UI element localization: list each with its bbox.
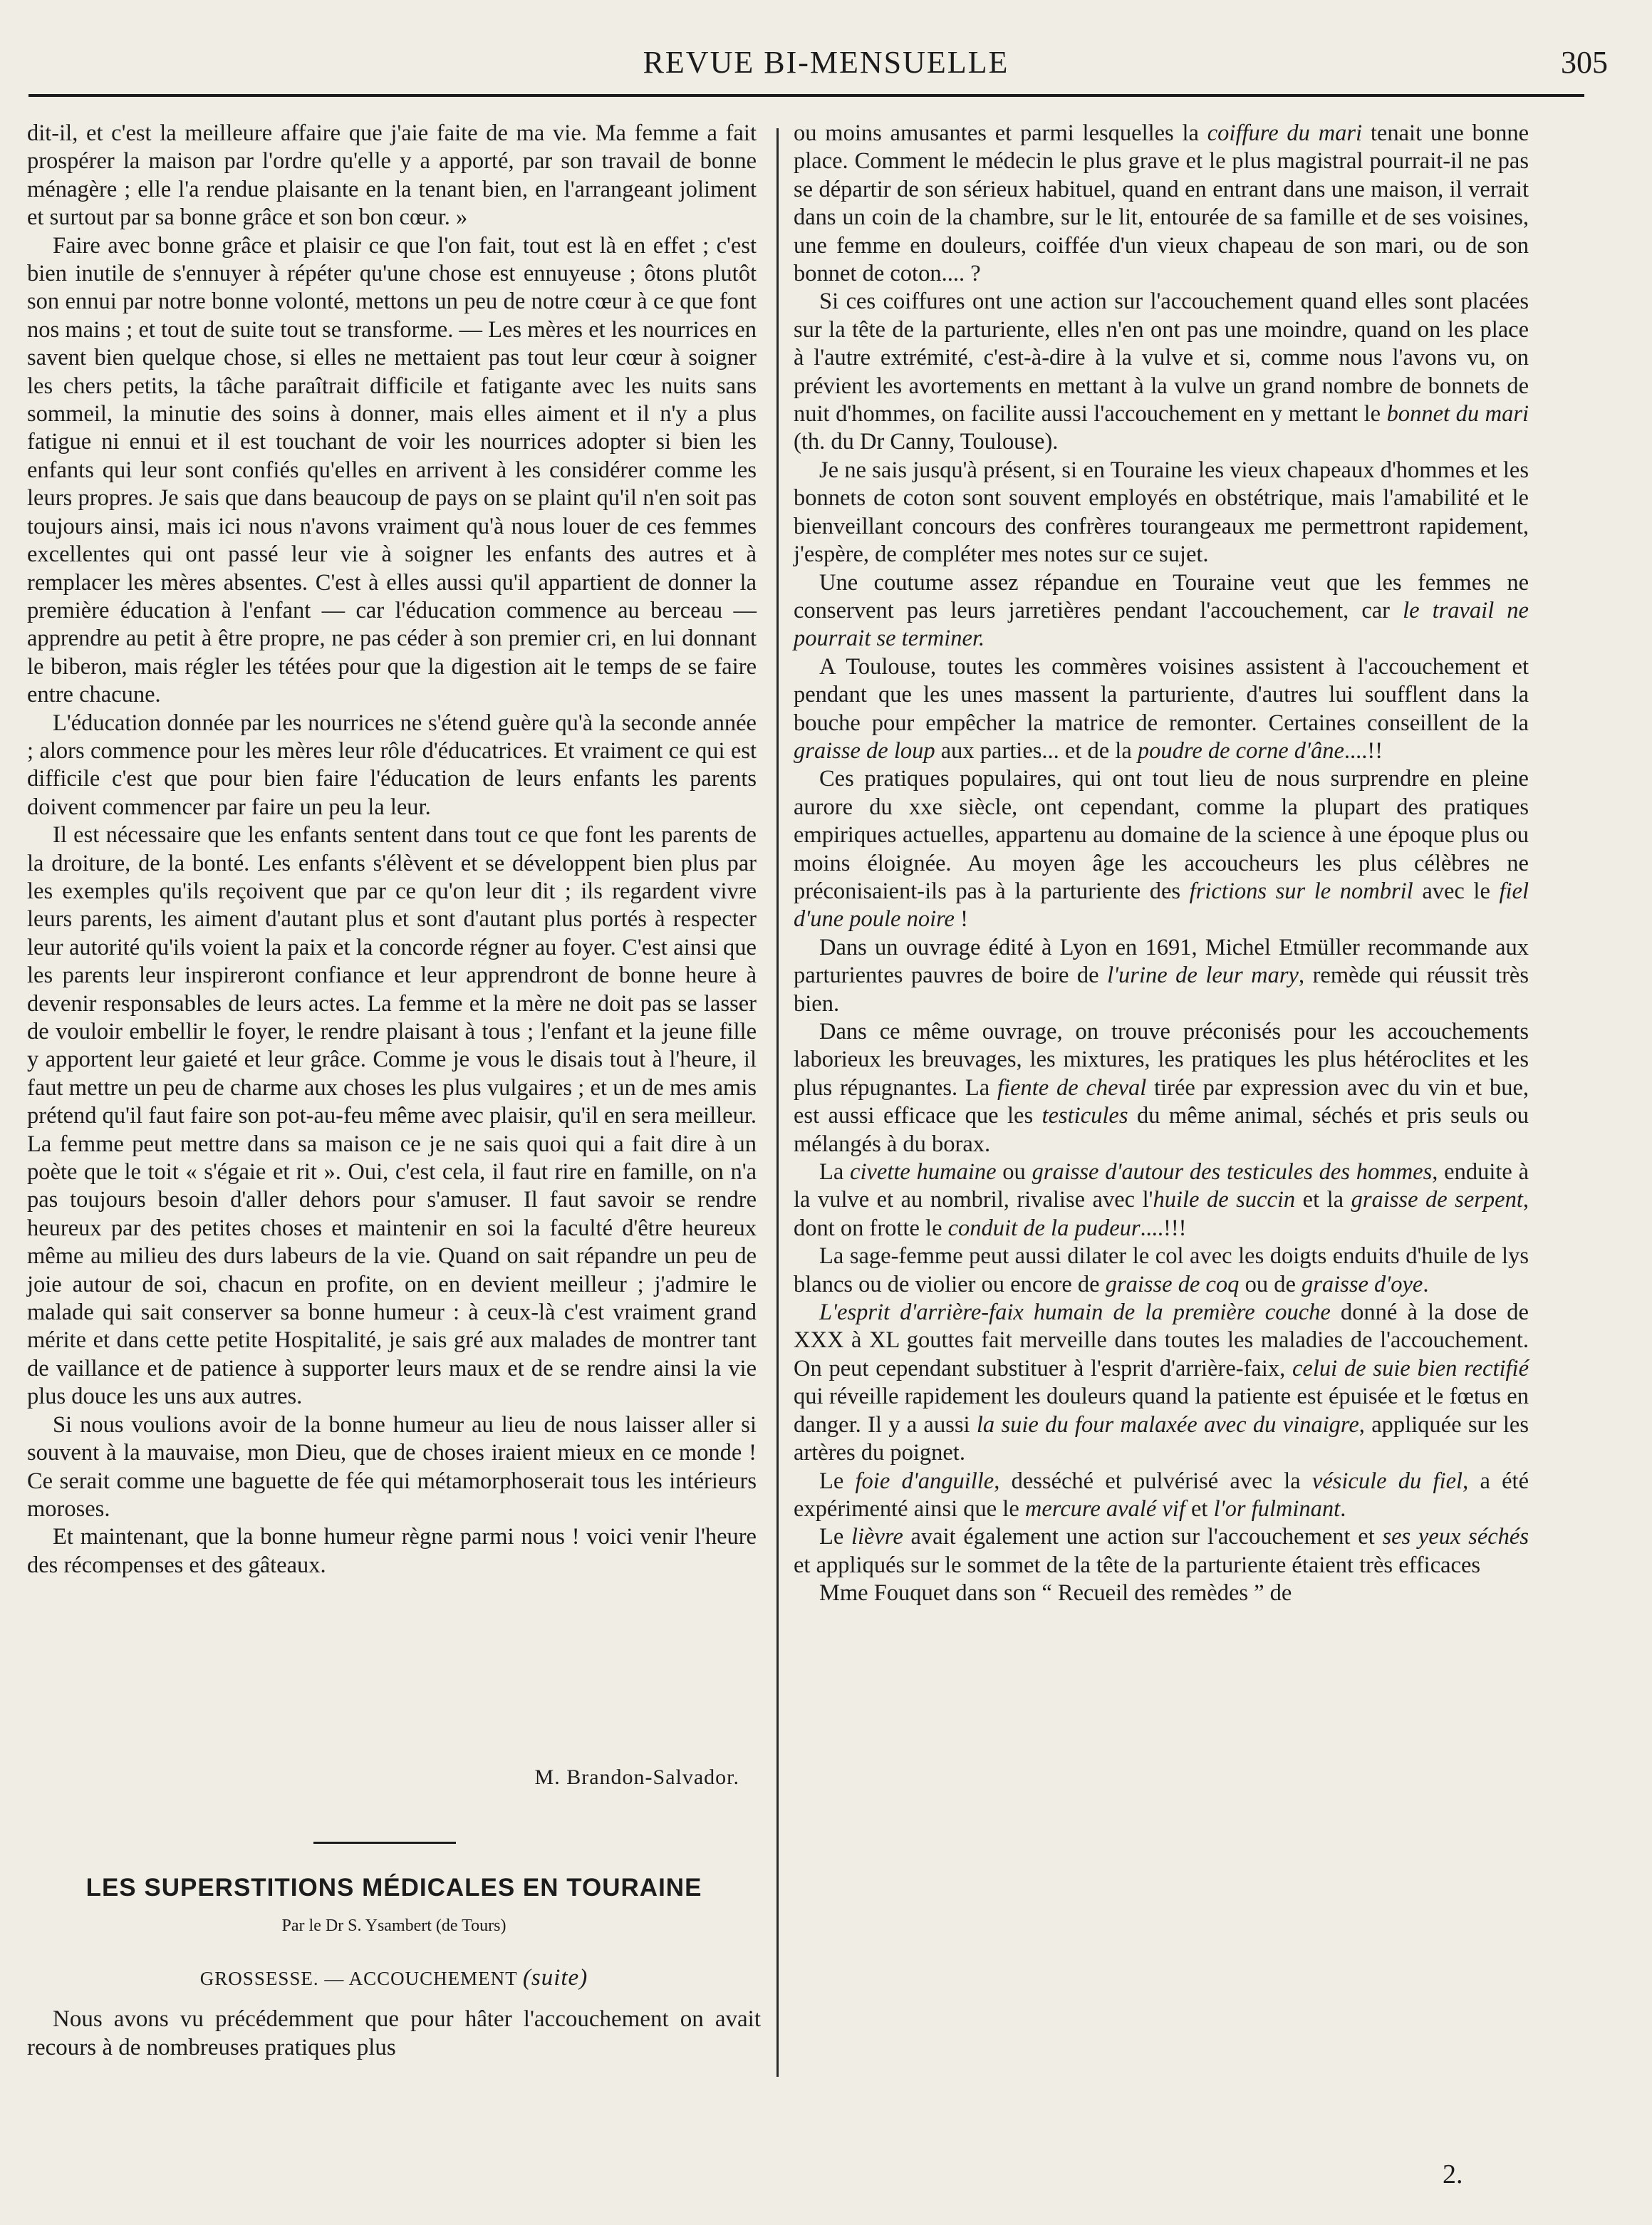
- paragraph: L'éducation donnée par les nourrices ne s'étend guère qu'à la seconde année ; alors commence pour les mères leur rôle d'éducatrices. Et vraiment ce qui est difficile c'est que pour bien faire l'éducation de leurs enfants les parents doivent commencer par faire un peu la leur.: [27, 710, 757, 820]
- author-signature: M. Brandon-Salvador.: [534, 1765, 739, 1789]
- article-intro: [27, 2006, 761, 2062]
- column-divider: [776, 128, 779, 2077]
- article-byline: Par le Dr S. Ysambert (de Tours): [281, 1917, 506, 1935]
- journal-title: REVUE BI-MENSUELLE: [643, 45, 1009, 80]
- paragraph: Dans ce même ouvrage, on trouve préconisés pour les accouchements laborieux les breuvages, les mixtures, les pratiques les plus hétéroclites et les plus répugnantes. La fiente de cheval tirée par expression avec du vin et bue, est aussi efficace que les testicules du même animal, séchés et pris seuls ou mélangés à du borax.: [794, 1019, 1529, 1157]
- paragraph: Dans un ouvrage édité à Lyon en 1691, Michel Etmüller recommande aux parturientes pauvres de boire de l'urine de leur mary, remède qui réussit très bien.: [794, 934, 1529, 1017]
- paragraph: Une coutume assez répandue en Touraine veut que les femmes ne conservent pas leurs jarretières pendant l'accouchement, car le travail ne pourrait se terminer.: [794, 569, 1529, 652]
- paragraph: Si ces coiffures ont une action sur l'accouchement quand elles sont placées sur la tête de la parturiente, elles n'en ont pas une moindre, quand on les place à l'autre extrémité, c'est-à-dire à la vulve et si, comme nous l'avons vu, on prévient les avortements en mettant à la vulve un grand nombre de bonnets de nuit d'hommes, on facilite aussi l'accouchement en y mettant le bonnet du mari (th. du Dr Canny, Toulouse).: [794, 289, 1529, 455]
- paragraph: Le lièvre avait également une action sur l'accouchement et ses yeux séchés et appliqués sur le sommet de la tête de la parturiente étaient très efficaces: [794, 1524, 1529, 1578]
- section-heading: [27, 1965, 761, 1991]
- paragraph: Ces pratiques populaires, qui ont tout lieu de nous surprendre en pleine aurore du xxe siècle, ont cependant, comme la plupart des pratiques empiriques actuelles, appartenu au domaine de la science à une époque plus ou moins éloignée. Au moyen âge les accoucheurs les plus célèbres ne préconisaient-ils pas à la parturiente des frictions sur le nombril avec le fiel d'une poule noire !: [794, 766, 1529, 933]
- paragraph: La civette humaine ou graisse d'autour des testicules des hommes, enduite à la vulve et au nombril, rivalise avec l'huile de succin et la graisse de serpent, dont on frotte le conduit de la pudeur....!!!: [794, 1159, 1529, 1241]
- section-title: GROSSESSE. — ACCOUCHEMENT: [199, 1968, 518, 1989]
- left-column: [27, 120, 757, 1580]
- header-rule: [28, 94, 1584, 97]
- paragraph: Si nous voulions avoir de la bonne humeur au lieu de nous laisser aller si souvent à la mauvaise, mon Dieu, que de choses iraient mieux en ce monde ! Ce serait comme une baguette de fée qui métamorphoserait tous les intérieurs moroses.: [27, 1411, 757, 1522]
- page-number: 305: [1561, 45, 1608, 80]
- paragraph: Mme Fouquet dans son “ Recueil des remèdes ” de: [819, 1580, 1292, 1607]
- signature-mark: 2.: [1443, 2159, 1463, 2189]
- paragraph: dit-il, et c'est la meilleure affaire que j'aie faite de ma vie. Ma femme a fait prospérer la maison par l'ordre qu'elle y a apporté, par son travail de bonne ménagère ; elle l'a rendue plaisante en la tenant bien, en l'arrangeant joliment et surtout par sa bonne grâce et son bon cœur. »: [27, 120, 757, 231]
- paragraph: Et maintenant, que la bonne humeur règne parmi nous ! voici venir l'heure des récompenses et des gâteaux.: [27, 1524, 757, 1578]
- paragraph: Faire avec bonne grâce et plaisir ce que l'on fait, tout est là en effet ; c'est bien inutile de s'ennuyer à répéter qu'une chose est ennuyeuse ; ôtons plutôt son ennui par notre bonne volonté, mettons un peu de notre cœur à ce que font nos mains ; et tout de suite tout se transforme. — Les mères et les nourrices en savent bien quelque chose, si elles ne mettaient pas tout leur cœur à soigner les chers petits, la tâche paraîtrait difficile et fatigante avec les nuits sans sommeil, la minutie des soins à donner, mais elles aiment et il n'y a plus fatigue ni ennui et il est touchant de voir les nourrices adopter si bien les enfants qui leur sont confiés qu'elles en arrivent à les considérer comme les leurs propres. Je sais que dans beaucoup de pays on se plaint qu'il n'en soit pas toujours ainsi, mais ici nous n'avons vraiment qu'à nous louer de ces femmes excellentes qui ont passé leur vie à soigner les enfants des autres et à remplacer les mères absentes. C'est à elles aussi qu'il appartient de donner la première éducation à l'enfant — car l'éducation commence au berceau — apprendre au petit à être propre, ne pas céder à son premier cri, en lui donnant le biberon, mais régler les tétées pour que la digestion ait le temps de se faire entre chacune.: [27, 232, 757, 708]
- paragraph: Le foie d'anguille, desséché et pulvérisé avec la vésicule du fiel, a été expérimenté ainsi que le mercure avalé vif et l'or fulminant.: [794, 1468, 1529, 1522]
- paragraph: Je ne sais jusqu'à présent, si en Touraine les vieux chapeaux d'hommes et les bonnets de coton sont souvent employés en obstétrique, mais l'amabilité et le bienveillant concours des confrères tourangeaux me permettront rapidement, j'espère, de compléter mes notes sur ce sujet.: [794, 457, 1529, 568]
- paragraph: Il est nécessaire que les enfants sentent dans tout ce que font les parents de la droiture, de la bonté. Les enfants s'élèvent et se développent bien plus par les exemples qu'ils reçoivent que par ce qu'on leur dit ; ils regardent vivre leurs parents, les aiment d'autant plus et sont d'autant plus portés à respecter leur autorité qu'ils voient la paix et la concorde régner au foyer. C'est ainsi que les parents leur inspireront confiance et leur apprendront de bonne heure à devenir responsables de leurs actes. La femme et la mère ne doit pas se lasser de vouloir embellir le foyer, le rendre plaisant à tous ; l'enfant et la jeune fille y apportent leur gaieté et leur grâce. Comme je vous le disais tout à l'heure, il faut mettre un peu de charme aux choses les plus vulgaires ; et un de mes amis prétend qu'il faut faire son pot-au-feu même avec plaisir, qu'il en sera meilleur. La femme peut mettre dans sa maison ce je ne sais quoi qui a fait dire à un poète que le toit « s'égaie et rit ». Oui, c'est cela, il faut rire en famille, on n'a pas toujours besoin d'aller dehors pour s'amuser. Il faut savoir se rendre heureux par des petites choses et maintenir en soi la faculté d'être heureux même au milieu des durs labeurs de la vie. Quand on sait répandre un peu de joie autour de soi, chacun en profite, on en devient meilleur ; j'admire le malade qui sait conserver sa bonne humeur : à ceux-là c'est vraiment grand mérite et dans cette petite Hospitalité, je sais gré aux malades de montrer tant de vaillance et de patience à supporter leurs maux et de se rendre ainsi la vie plus douce les uns aux autres.: [27, 822, 757, 1410]
- paragraph: A Toulouse, toutes les commères voisines assistent à l'accouchement et pendant que les unes massent la parturiente, d'autres lui soufflent dans la bouche pour empêcher la matrice de remonter. Certaines conseillent de la graisse de loup aux parties... et de la poudre de corne d'âne....!!: [794, 653, 1529, 764]
- paragraph: ou moins amusantes et parmi lesquelles la coiffure du mari tenait une bonne place. Comment le médecin le plus grave et le plus magistral pourrait-il ne pas se départir de son sérieux habituel, quand en entrant dans une maison, il verrait dans un coin de la chambre, sur le lit, entourée de sa famille et de ses voisines, une femme en douleurs, coiffée d'un vieux chapeau de son mari, ou de son bonnet de coton.... ?: [794, 120, 1529, 287]
- right-column: [794, 120, 1529, 1608]
- article-title: LES SUPERSTITIONS MÉDICALES EN TOURAINE: [85, 1874, 702, 1902]
- paragraph: L'esprit d'arrière-faix humain de la première couche donné à la dose de XXX à XL gouttes fait merveille dans toutes les maladies de l'accouchement. On peut cependant substituer à l'esprit d'arrière-faix, celui de suie bien rectifié qui réveille rapidement les douleurs quand la patiente est épuisée et le fœtus en danger. Il y a aussi la suie du four malaxée avec du vinaigre, appliquée sur les artères du poignet.: [794, 1300, 1529, 1466]
- running-header: [28, 37, 1624, 87]
- section-suffix: (suite): [522, 1965, 588, 1991]
- paragraph: Nous avons vu précédemment que pour hâter l'accouchement on avait recours à de nombreuses pratiques plus: [27, 2006, 761, 2060]
- paragraph: La sage-femme peut aussi dilater le col avec les doigts enduits d'huile de lys blancs ou de violier ou encore de graisse de coq ou de graisse d'oye.: [794, 1243, 1529, 1297]
- article-separator: [313, 1842, 456, 1844]
